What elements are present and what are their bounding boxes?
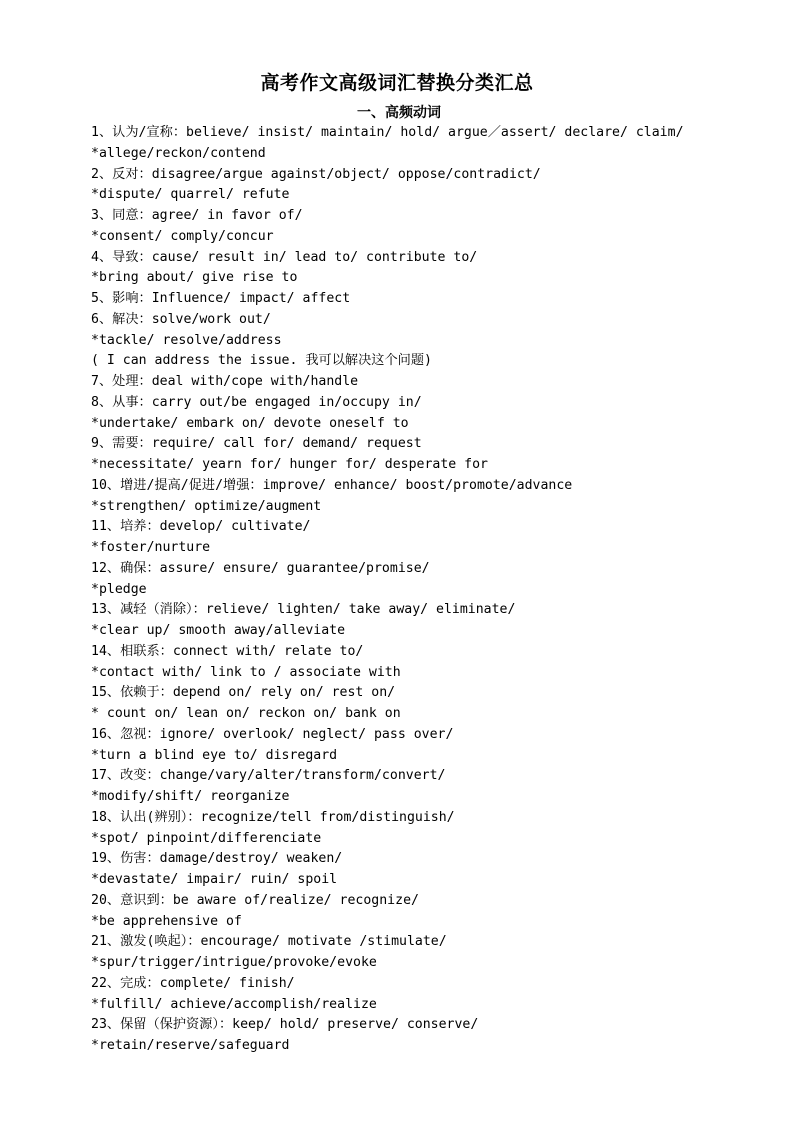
vocabulary-line: 5、影响：Influence/ impact/ affect xyxy=(91,291,351,306)
vocabulary-line: *clear up/ smooth away/alleviate xyxy=(91,623,346,638)
vocabulary-line: *modify/shift/ reorganize xyxy=(91,789,290,804)
vocabulary-line: 2、反对：disagree/argue against/object/ oppose/contradict/ xyxy=(91,166,541,182)
vocabulary-line: *strengthen/ optimize/augment xyxy=(91,498,322,514)
vocabulary-line: 8、从事：carry out/be engaged in/occupy in/ xyxy=(91,394,422,410)
vocabulary-line: 1、认为/宣称：believe/ insist/ maintain/ hold/ argue／assert/ declare/ claim/ xyxy=(91,125,684,140)
vocabulary-line: 16、忽视：ignore/ overlook/ neglect/ pass over/ xyxy=(91,726,454,742)
vocabulary-line: *be apprehensive of xyxy=(91,913,242,929)
vocabulary-line: *tackle/ resolve/address xyxy=(91,332,282,348)
vocabulary-line: *spot/ pinpoint/differenciate xyxy=(91,830,322,846)
vocabulary-line: 10、增进/提高/促进/增强：improve/ enhance/ boost/promote/advance xyxy=(91,477,573,493)
vocabulary-line: 22、完成：complete/ finish/ xyxy=(91,975,295,991)
vocabulary-line: 19、伤害：damage/destroy/ weaken/ xyxy=(91,851,343,867)
vocabulary-line: 23、保留（保护资源）：keep/ hold/ preserve/ conserve/ xyxy=(91,1017,479,1033)
vocabulary-line: 6、解决：solve/work out/ xyxy=(91,311,271,327)
vocabulary-line: ( I can address the issue. 我可以解决这个问题) xyxy=(91,353,432,369)
vocabulary-line: 14、相联系：connect with/ relate to/ xyxy=(91,643,364,659)
vocabulary-line: *bring about/ give rise to xyxy=(91,270,298,286)
vocabulary-line: 20、意识到：be aware of/realize/ recognize/ xyxy=(91,892,419,908)
vocabulary-line: *necessitate/ yearn for/ hunger for/ desperate for xyxy=(91,457,488,472)
vocabulary-line: *devastate/ impair/ ruin/ spoil xyxy=(91,872,338,887)
document-title: 高考作文高级词汇替换分类汇总 xyxy=(260,72,534,94)
vocabulary-line: * count on/ lean on/ reckon on/ bank on xyxy=(91,706,401,721)
vocabulary-line: 9、需要：require/ call for/ demand/ request xyxy=(91,436,422,452)
vocabulary-line: 21、激发(唤起）：encourage/ motivate /stimulate/ xyxy=(91,934,447,950)
vocabulary-line: 4、导致：cause/ result in/ lead to/ contribute to/ xyxy=(91,249,478,265)
vocabulary-line: *consent/ comply/concur xyxy=(91,228,274,244)
vocabulary-line: 13、减轻（消除）：relieve/ lighten/ take away/ eliminate/ xyxy=(91,602,516,618)
vocabulary-list xyxy=(91,123,771,1057)
vocabulary-line: *spur/trigger/intrigue/provoke/evoke xyxy=(91,955,377,970)
vocabulary-line: *foster/nurture xyxy=(91,540,211,555)
vocabulary-line: *dispute/ quarrel/ refute xyxy=(91,187,290,203)
vocabulary-line: *retain/reserve/safeguard xyxy=(91,1038,290,1053)
vocabulary-line: 12、确保：assure/ ensure/ guarantee/promise/ xyxy=(91,560,430,576)
vocabulary-line: *turn a blind eye to/ disregard xyxy=(91,747,338,763)
vocabulary-line: 11、培养：develop/ cultivate/ xyxy=(91,519,311,535)
vocabulary-line: *fulfill/ achieve/accomplish/realize xyxy=(91,996,377,1012)
vocabulary-line: *contact with/ link to / associate with xyxy=(91,664,401,680)
vocabulary-line: 18、认出(辨别）：recognize/tell from/distinguish/ xyxy=(91,809,455,825)
vocabulary-line: *allege/reckon/contend xyxy=(91,145,266,161)
vocabulary-line: 15、依赖于：depend on/ rely on/ rest on/ xyxy=(91,685,396,701)
section-heading: 一、高频动词 xyxy=(357,105,441,121)
vocabulary-line: 17、改变：change/vary/alter/transform/convert/ xyxy=(91,768,446,784)
vocabulary-line: 7、处理：deal with/cope with/handle xyxy=(91,374,359,389)
vocabulary-line: *undertake/ embark on/ devote oneself to xyxy=(91,415,409,431)
vocabulary-line: 3、同意：agree/ in favor of/ xyxy=(91,208,303,223)
vocabulary-line: *pledge xyxy=(91,581,147,597)
